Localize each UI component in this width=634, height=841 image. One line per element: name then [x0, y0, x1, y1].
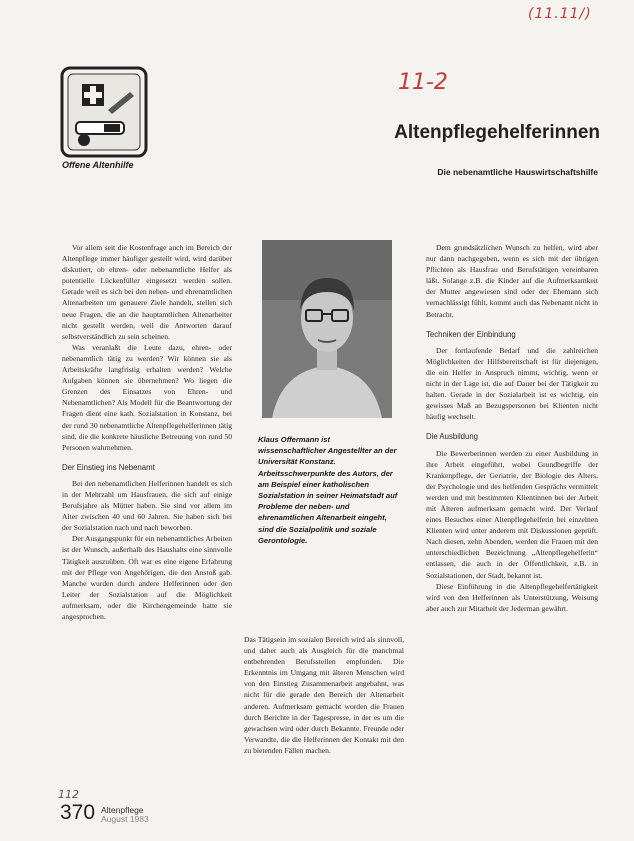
publication-info — [101, 806, 149, 824]
column-3-paragraph: Die Bewerberinnen werden zu einer Ausbildung in ihre Arbeit eingeführt, wobei Grundbegriffe der Krankenpflege, der Geriatrie, der Biologie des Alters, der Psychologie und des helfenden Gesprächs vermittelt werden und mit bestimmten Klientinnen bei der Arbeit mit Älteren aufmerksam gemacht wird. Der Verlauf eines Besuches einer Altenpflegehelferin bei einzelnen Klienten wird unter anderem mit Diskussionen geprüft. Nach diesen, zehn Abenden, werden die Frauen mit den unterschiedlichen Bezeichnung „Altenpflegehelferin“ entlassen, die auch in der Öffentlichkeit, z.B. in Sozialstationen, der Stadt, bekannt ist. — [426, 448, 598, 580]
handwritten-annotation-mid: 11-2 — [398, 70, 448, 95]
author-photo — [262, 240, 392, 418]
section-heading-einstieg: Der Einstieg ins Nebenamt — [62, 462, 155, 472]
column-1-paragraph: Vor allem seit die Kostenfrage auch im Bereich der Altenpflege immer häufiger gestellt wird, wird darüber diskutiert, ob ehren- oder nebenamtliche Helfer als potentielle Lückenfüller eingesetzt werden sollen. Gerade weil es sich bei den neben- und ehrenamtlichen Altenarbeiten um genauere Ziele handelt, stellen sich neue Fragen, die an die hauptamtlichen Altenarbeiter nicht gestellt werden, weil die Antworten darauf selbstverständlich zu sein scheinen. — [62, 243, 232, 341]
article-title: Altenpflegehelferinnen — [394, 122, 600, 143]
column-1 — [62, 242, 232, 790]
column-1-paragraph: Bei den nebenamtlichen Helferinnen handelt es sich in der Mehrzahl um Hausfrauen, die sich auf einige Berufsjahre als Mütter haben. Sie sind vor allem im Alter zwischen 40 und 60 Jahren. Sie haben sich bei der Sozialstation nach und nach beworben. — [62, 478, 232, 533]
column-3-paragraph: Diese Einführung in die Altenpflegehelfertätigkeit wird von den Helferinnen als Unterstützung, Weisung aber auch zur Mitarbeit der Jederman gewährt. — [426, 581, 598, 613]
author-caption: Klaus Offermann ist wissenschaftlicher Angestellter an der Universität Konstanz. Arbeitsschwerpunkte des Autors, der am Beispiel einer katholischen Sozialstation in seiner Heimatstadt auf Probleme der neben- und ehrenamtlichen Altenarbeit eingeht, sind die Sozialpolitik und soziale Gerontologie. — [258, 435, 398, 545]
handwritten-annotation-bottom: 112 — [58, 788, 79, 801]
column-3-paragraph: Dem grundsätzlichen Wunsch zu helfen, wird aber nur dann nachgegeben, wenn es sich mit der übrigen Pflichten als Hausfrau und Berufstätigen vereinbaren läßt. Solange z.B. die Kinder auf die Aufmerksamkeit der Mutter angewiesen sind oder der Ehemann sich vernachlässigt fühlt, kommt auch das Nebenamt nicht in Betracht. — [426, 243, 598, 319]
publication-issue: August 1983 — [101, 814, 149, 824]
article-subtitle: Die nebenamtliche Hauswirtschaftshilfe — [437, 167, 598, 177]
logo-caption: Offene Altenhilfe — [62, 160, 134, 170]
column-3 — [426, 242, 598, 790]
section-heading-einbindung: Techniken der Einbindung — [426, 329, 516, 339]
column-2-paragraph: Das Tätigsein im sozialen Bereich wird als sinnvoll, und daher auch als Ausgleich für die manchmal entbehrenden Berufsstellen empfunden. Die Erkenntnis im Umgang mit älteren Menschen wird von den Einstieg Zusammenarbeit angebahnt, was nicht für die gerade den Bereich der Altenarbeit anderen. Aufmerksam gemacht worden die Frauen durch Berichte in der Tagespresse, in der es um die gewachsen wird oder durch Bekannte. Freunde oder Verwandte, die die Helferinnen der Kontakt mit den zu bietenden Fällen machen. — [244, 635, 404, 755]
column-3-paragraph: Der fortlaufende Bedarf und die zahlreichen Möglichkeiten der Hilfsbereitschaft ist für diejenigen, die ein Helfer in Anspruch nimmt, wichtig, wenn er nicht in der Lage ist, die auf Dauer bei der Tätigkeit zu halten. Gerade in der Sozialarbeit ist es wichtig, ein gewisses Maß an Bezugspersonen bei Klienten nicht häufig wechselt. — [426, 345, 598, 422]
publication-name: Altenpflege — [101, 805, 144, 815]
offene-altenhilfe-logo — [60, 66, 148, 158]
column-2-bottom — [244, 634, 404, 756]
column-1-paragraph: Der Ausgangspunkt für ein nebenamtliches Arbeiten ist der Wunsch, außerhalb des Haushalts eine sinnvolle Tätigkeit auszuüben. Oft war es eine eigene Erfahrung mit der Pflege von Angehörigen, die den Anstoß gab. Manche wurden durch andere Helferinnen oder den Leiter der Sozialstation auf die Möglichkeit aufmerksam, oder die Kirchengemeinde hatte sie angesprochen. — [62, 534, 232, 621]
column-1-paragraph: Was veranlaßt die Leute dazu, ehren- oder nebenamtlich tätig zu werden? Wir können sie als Arbeitskräfte langfristig erhalten werden? Welche Aufgaben können sie übernehmen? Wo liegen die Grenzen des Einsatzes von Ehren- und Nebenamtlichen? Als Modell für die Beantwortung der Fragen dient eine kath. Sozialstation in Konstanz, bei der rund 30 nebenamtliche Altenpflegehelferinnen tätig sind, die die konkrete häusliche Betreuung von rund 50 Personen wahrnehmen. — [62, 342, 232, 452]
handwritten-annotation-top: (11.11/) — [528, 6, 592, 22]
section-heading-ausbildung: Die Ausbildung — [426, 432, 479, 442]
page-number: 370 — [60, 801, 96, 824]
